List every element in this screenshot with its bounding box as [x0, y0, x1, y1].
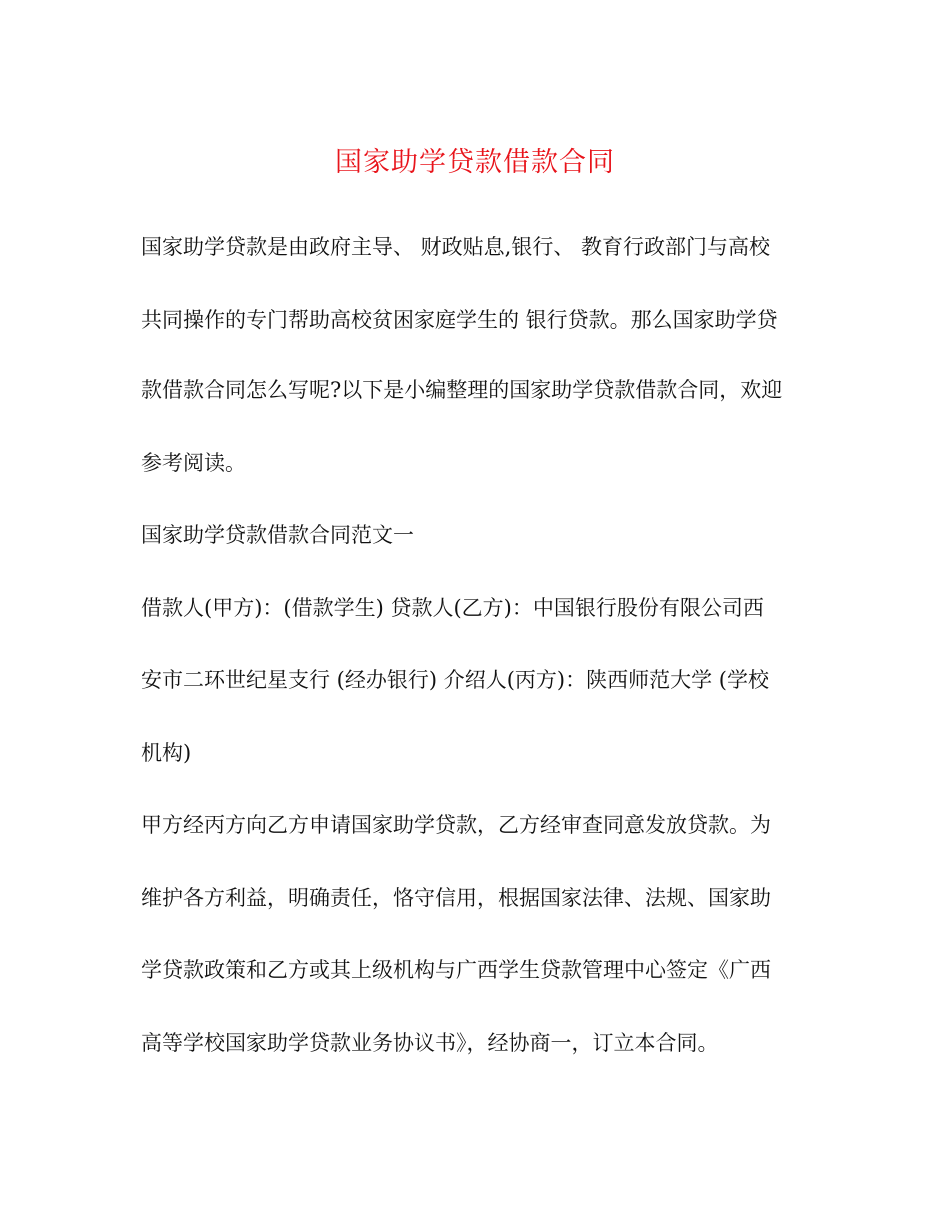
body-line: 共同操作的专门帮助高校贫困家庭学生的 银行贷款。那么国家助学贷 [141, 308, 778, 332]
body-line: 安市二环世纪星支行 (经办银行) 介绍人(丙方)：陕西师范大学 (学校 [141, 668, 769, 692]
body-line: 维护各方利益，明确责任，恪守信用，根据国家法律、法规、国家助 [141, 886, 771, 910]
body-line: 借款人(甲方)：(借款学生) 贷款人(乙方)：中国银行股份有限公司西 [141, 596, 764, 620]
body-line: 高等学校国家助学贷款业务协议书》，经协商一，订立本合同。 [141, 1031, 719, 1055]
section-heading: 国家助学贷款借款合同范文一 [141, 523, 414, 547]
body-line: 机构) [141, 741, 192, 765]
body-line: 学贷款政策和乙方或其上级机构与广西学生贷款管理中心签定《广西 [141, 958, 771, 982]
document-title: 国家助学贷款借款合同 [335, 147, 615, 178]
body-line: 款借款合同怎么写呢?以下是小编整理的国家助学贷款借款合同，欢迎 [141, 378, 783, 402]
body-line: 国家助学贷款是由政府主导、 财政贴息,银行、 教育行政部门与高校 [141, 235, 771, 259]
body-line: 参考阅读。 [141, 451, 246, 475]
body-line: 甲方经丙方向乙方申请国家助学贷款，乙方经审查同意发放贷款。为 [141, 813, 771, 837]
